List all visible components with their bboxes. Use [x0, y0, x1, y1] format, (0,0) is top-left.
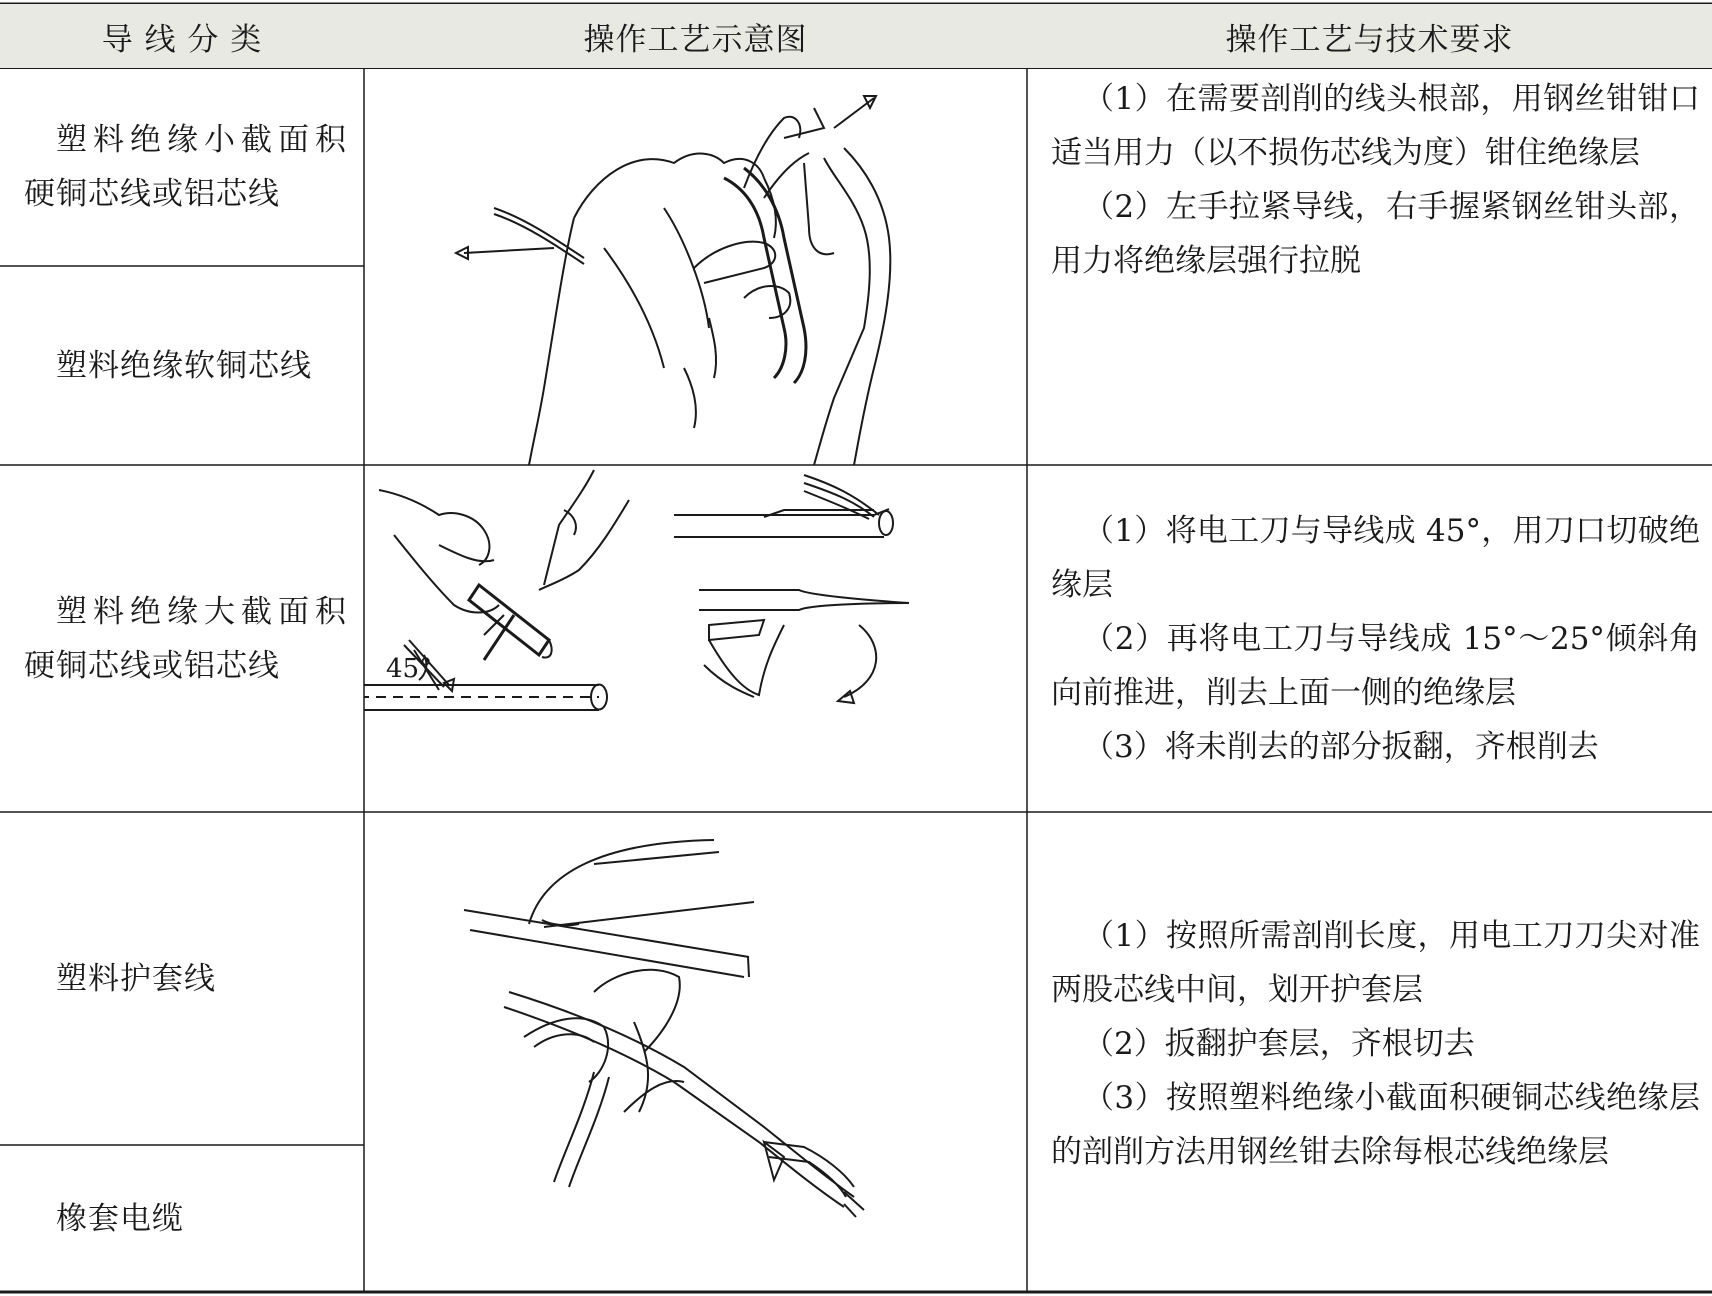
requirements-row-3: （1）按照所需剖削长度，用电工刀刀尖对准两股芯线中间，划开护套层 （2）扳翻护套层，齐根切去 （3）按照塑料绝缘小截面积硬铜芯线绝缘层的剖削方法用钢丝钳去除每根芯线绝缘层 — [1051, 918, 1700, 1170]
category-large-hard-wire: 塑料绝缘大截面积 硬铜芯线或铝芯线 — [24, 593, 352, 684]
category-small-hard-wire: 塑料绝缘小截面积 硬铜芯线或铝芯线 — [24, 122, 352, 212]
sheath-stripping-illustration — [364, 812, 1027, 1292]
category-sheathed-wire: 塑料护套线 — [56, 960, 216, 997]
category-rubber-cable: 橡套电缆 — [56, 1200, 184, 1237]
header-wire-category: 导 线 分 类 — [0, 4, 364, 68]
angle-label-45: 45° — [386, 654, 433, 684]
category-soft-copper-wire: 塑料绝缘软铜芯线 — [56, 347, 312, 384]
header-diagram: 操作工艺示意图 — [364, 4, 1027, 68]
knife-stripping-illustration — [364, 465, 1027, 812]
requirements-row-1: （1）在需要剖削的线头根部，用钢丝钳钳口适当用力（以不损伤芯线为度）钳住绝缘层 （2）左手拉紧导线，右手握紧钢丝钳头部，用力将绝缘层强行拉脱 — [1051, 81, 1700, 279]
requirements-row-2: （1）将电工刀与导线成 45°，用刀口切破绝缘层 （2）再将电工刀与导线成 15°～25°倾斜角向前推进，削去上面一侧的绝缘层 （3）将未削去的部分扳翻，齐根削去 — [1051, 513, 1700, 765]
pliers-stripping-illustration — [364, 68, 1027, 465]
header-requirements: 操作工艺与技术要求 — [1027, 4, 1712, 68]
